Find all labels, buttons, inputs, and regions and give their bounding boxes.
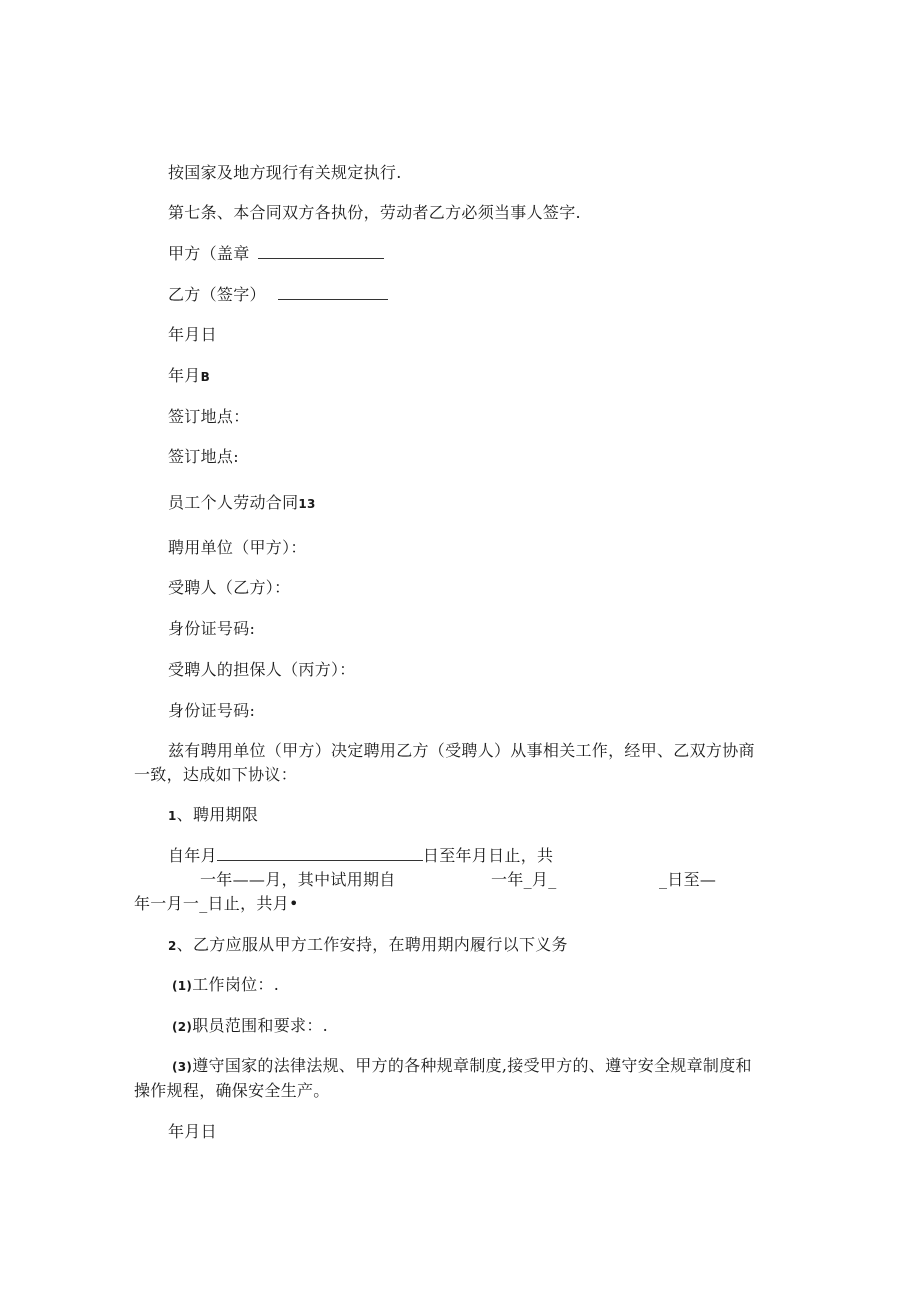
duty-item-2: (2)职员范围和要求：. bbox=[172, 1016, 329, 1035]
employee-field: 受聘人（乙方）： bbox=[168, 578, 291, 597]
party-b-sign-line: 乙方（签字） bbox=[168, 284, 388, 306]
party-a-seal-line: 甲方（盖章 bbox=[168, 243, 384, 265]
duty-item-3-cont: 操作规程，确保安全生产。 bbox=[134, 1081, 330, 1100]
date-line: 年月日 bbox=[168, 325, 217, 344]
date-line: 年月日 bbox=[168, 1122, 217, 1141]
id-number-field: 身份证号码: bbox=[168, 619, 256, 638]
agreement-paragraph: 兹有聘用单位（甲方）决定聘用乙方（受聘人）从事相关工作，经甲、乙双方协商 bbox=[168, 741, 755, 760]
date-line: 年月B bbox=[168, 366, 211, 385]
employer-field: 聘用单位（甲方）： bbox=[168, 538, 307, 557]
signature-blank bbox=[258, 243, 384, 259]
contract-title: 员工个人劳动合同13 bbox=[168, 493, 316, 512]
term-line: 年一月一_日止，共月• bbox=[134, 894, 299, 913]
term-line: 一年——月，其中试用期自 bbox=[200, 870, 396, 889]
text-line: 按国家及地方现行有关规定执行. bbox=[168, 163, 402, 182]
agreement-paragraph-cont: 一致，达成如下协议： bbox=[134, 765, 298, 784]
duty-item-3: (3)遵守国家的法律法规、甲方的各种规章制度,接受甲方的、遵守安全规章制度和 bbox=[172, 1056, 752, 1075]
clause-1-heading: 1、聘用期限 bbox=[168, 805, 259, 824]
guarantor-field: 受聘人的担保人（丙方）： bbox=[168, 660, 356, 679]
term-line: 一年_月_ bbox=[491, 870, 557, 889]
article-seven: 第七条、本合同双方各执份，劳动者乙方必须当事人签字. bbox=[168, 203, 581, 222]
term-blank bbox=[217, 845, 423, 861]
signature-blank bbox=[278, 284, 388, 300]
duty-item-1: (1)工作岗位：. bbox=[172, 975, 280, 994]
clause-2-heading: 2、乙方应服从甲方工作安持，在聘用期内履行以下义务 bbox=[168, 935, 568, 954]
signing-place: 签订地点： bbox=[168, 407, 250, 426]
id-number-field: 身份证号码: bbox=[168, 701, 256, 720]
term-line: 自年月 日至年月日止，共 bbox=[168, 846, 554, 865]
signing-place: 签订地点: bbox=[168, 447, 239, 466]
term-line: _日至— bbox=[659, 870, 717, 889]
